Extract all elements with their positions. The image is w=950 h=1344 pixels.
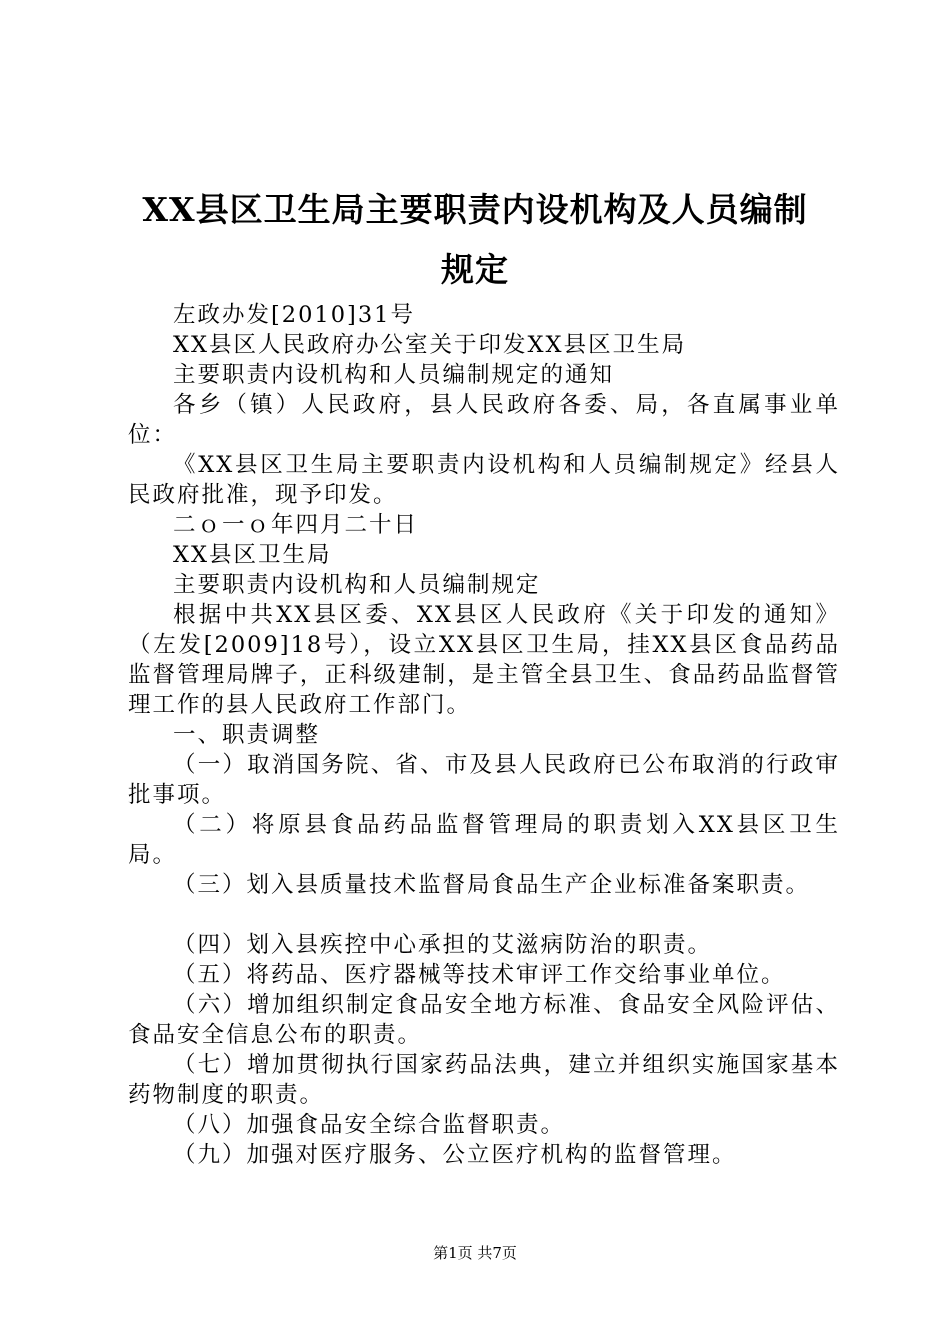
issue-date: 二ｏ一ｏ年四月二十日 (173, 512, 419, 538)
duty-item-8: （八）加强食品安全综合监督职责。 (173, 1112, 566, 1138)
doc-number: 左政办发[2010]31号 (173, 302, 415, 328)
duty-item-7: （七）增加贯彻执行国家药品法典，建立并组织实施国家基本药物制度的职责。 (128, 1052, 840, 1108)
duty-item-5: （五）将药品、医疗器械等技术审评工作交给事业单位。 (173, 962, 786, 988)
document-body (128, 300, 840, 1170)
document-title-line1: XX县区卫生局主要职责内设机构及人员编制 (142, 190, 808, 229)
document-title-line2: 规定 (441, 250, 509, 289)
notice-heading-line1: XX县区人民政府办公室关于印发XX县区卫生局 (173, 332, 687, 358)
basis-paragraph: 根据中共XX县区委、XX县区人民政府《关于印发的通知》（左发[2009]18号），设立XX县区卫生局，挂XX县区食品药品监督管理局牌子，正科级建制，是主管全县卫生、食品药品监督管理工作的县人民政府工作部门。 (128, 602, 840, 718)
duty-item-6: （六）增加组织制定食品安全地方标准、食品安全风险评估、食品安全信息公布的职责。 (128, 992, 840, 1048)
notice-heading-line2: 主要职责内设机构和人员编制规定的通知 (173, 362, 615, 388)
approval-paragraph: 《XX县区卫生局主要职责内设机构和人员编制规定》经县人民政府批准，现予印发。 (128, 452, 840, 508)
addressee-paragraph: 各乡（镇）人民政府，县人民政府各委、局，各直属事业单位： (128, 392, 840, 448)
duty-item-4: （四）划入县疾控中心承担的艾滋病防治的职责。 (173, 932, 713, 958)
page-footer: 第1页 共7页 (433, 1244, 517, 1262)
duty-item-9: （九）加强对医疗服务、公立医疗机构的监督管理。 (173, 1142, 737, 1168)
regulation-heading-line2: 主要职责内设机构和人员编制规定 (173, 572, 541, 598)
duty-item-2: （二）将原县食品药品监督管理局的职责划入XX县区卫生局。 (128, 812, 840, 868)
regulation-heading-line1: XX县区卫生局 (173, 542, 332, 568)
section-heading-duty-adjustment: 一、职责调整 (173, 722, 321, 748)
blank-line (128, 900, 840, 930)
duty-item-3: （三）划入县质量技术监督局食品生产企业标准备案职责。 (173, 872, 811, 898)
duty-item-1: （一）取消国务院、省、市及县人民政府已公布取消的行政审批事项。 (128, 752, 840, 808)
